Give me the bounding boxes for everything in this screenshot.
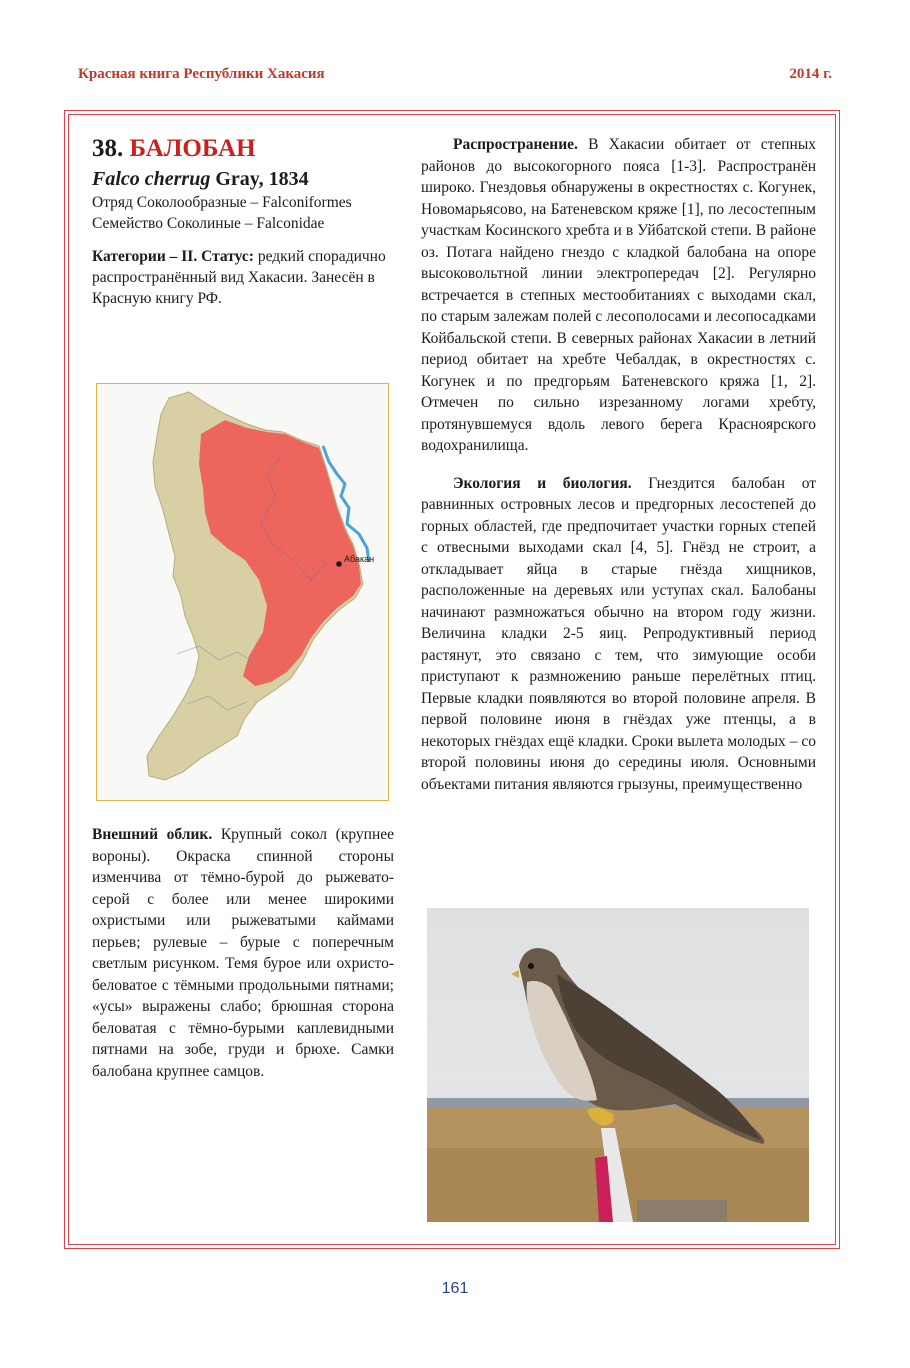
- range-map: [96, 383, 389, 801]
- distribution-heading: Распространение.: [453, 136, 578, 153]
- taxon-order: Отряд Соколообразные – Falconiformes: [92, 194, 352, 211]
- right-column: [421, 134, 816, 795]
- latin-name: Falco cherrug: [92, 168, 211, 190]
- fence-post: [637, 1200, 727, 1222]
- distribution-text: В Хакасии обитает от степных районов до высокогорного пояса [1-3]. Распространён широко. Гнездовья обнаружены в окрестностях с. Когунек, Новомарьясово, на Батеневском кряже [1], по лесостепным участкам Косинского хребта и в Уйбатской степи. В районе оз. Потага найдено гнездо с кладкой балобана на опоре высоковольтной линии электропередач [2]. Регулярно встречается в степных местообитаниях с выходами скал, по старым залежам полей с лесополосами и лесопосадками Койбальской степи. В северных районах Хакасии в летний период обитает на хребте Чебалдак, в окрестностях с. Когунек и по предгорьям Батеневского кряжа [1, 2]. Отмечен по сильно изрезанному логами хребту, протянувшемуся вдоль левого берега Красноярского водохранилища.: [421, 136, 816, 454]
- city-marker: [336, 561, 342, 567]
- appearance-text: Крупный сокол (крупнее вороны). Окраска спинной стороны изменчива от тёмно-бурой до рыжевато-серой с более или менее широкими охристыми или рыжеватыми каймами перьев; рулевые – бурые с поперечным светлым рисунком. Темя бурое или охристо-беловатое с тёмными продольными пятнами; «усы» выражены слабо; брюшная сторона беловатая с тёмно-бурыми каплевидными пятнами на зобе, груди и брюхе. Самки балобана крупнее самцов.: [92, 826, 394, 1080]
- ecology-heading: Экология и биология.: [453, 474, 632, 492]
- book-title: Красная книга Республики Хакасия: [78, 66, 325, 82]
- falcon-photo-svg: [427, 908, 809, 1222]
- appearance-section: [92, 824, 394, 1082]
- running-header: [78, 66, 832, 90]
- taxon-family: Семейство Соколиные – Falconidae: [92, 215, 325, 232]
- appearance-heading: Внешний облик.: [92, 826, 213, 843]
- range-map-svg: [97, 384, 387, 799]
- species-number: 38.: [92, 135, 124, 162]
- species-title: [92, 134, 394, 164]
- city-label: Абакан: [344, 554, 375, 564]
- category-status: [92, 246, 394, 309]
- ecology-section: [421, 473, 816, 796]
- falcon-eye: [528, 963, 534, 969]
- species-name: БАЛОБАН: [129, 135, 256, 162]
- saker-falcon-photo: [427, 908, 809, 1222]
- ecology-text: Гнездится балобан от равнинных островных лесов и предгорных лесостепей до горных областей, где предпочитает участки горных степей с отвесными выходами скал [4, 5]. Гнёзд не строит, а откладывает яйца в старые гнёзда хищников, расположенные на деревьях или уступах скал. Балобаны начинают размножаться обычно на втором году жизни. Величина кладки 2-5 яиц. Репродуктивный период растянут, это связано с тем, что зимующие особи приступают к размножению раньше перелётных птиц. Первые кладки появляются во второй половине апреля. В первой половине июня в гнёздах уже птенцы, а в некоторых гнёздах ещё кладки. Сроки вылета молодых – со второй половины июня до середины июля. Основными объектами питания являются грызуны, преимущественно: [421, 474, 817, 793]
- page-number: 161: [441, 1280, 469, 1297]
- latin-author: Gray, 1834: [215, 168, 309, 190]
- distribution-section: [421, 134, 816, 457]
- left-column: [92, 134, 394, 309]
- category-text: редкий спорадично распространённый вид Хакасии. Занесён в Красную книгу РФ.: [92, 248, 386, 307]
- latin-name-line: [92, 166, 394, 192]
- category-label: Категории – II. Статус:: [92, 248, 254, 265]
- book-year: 2014 г.: [789, 66, 832, 82]
